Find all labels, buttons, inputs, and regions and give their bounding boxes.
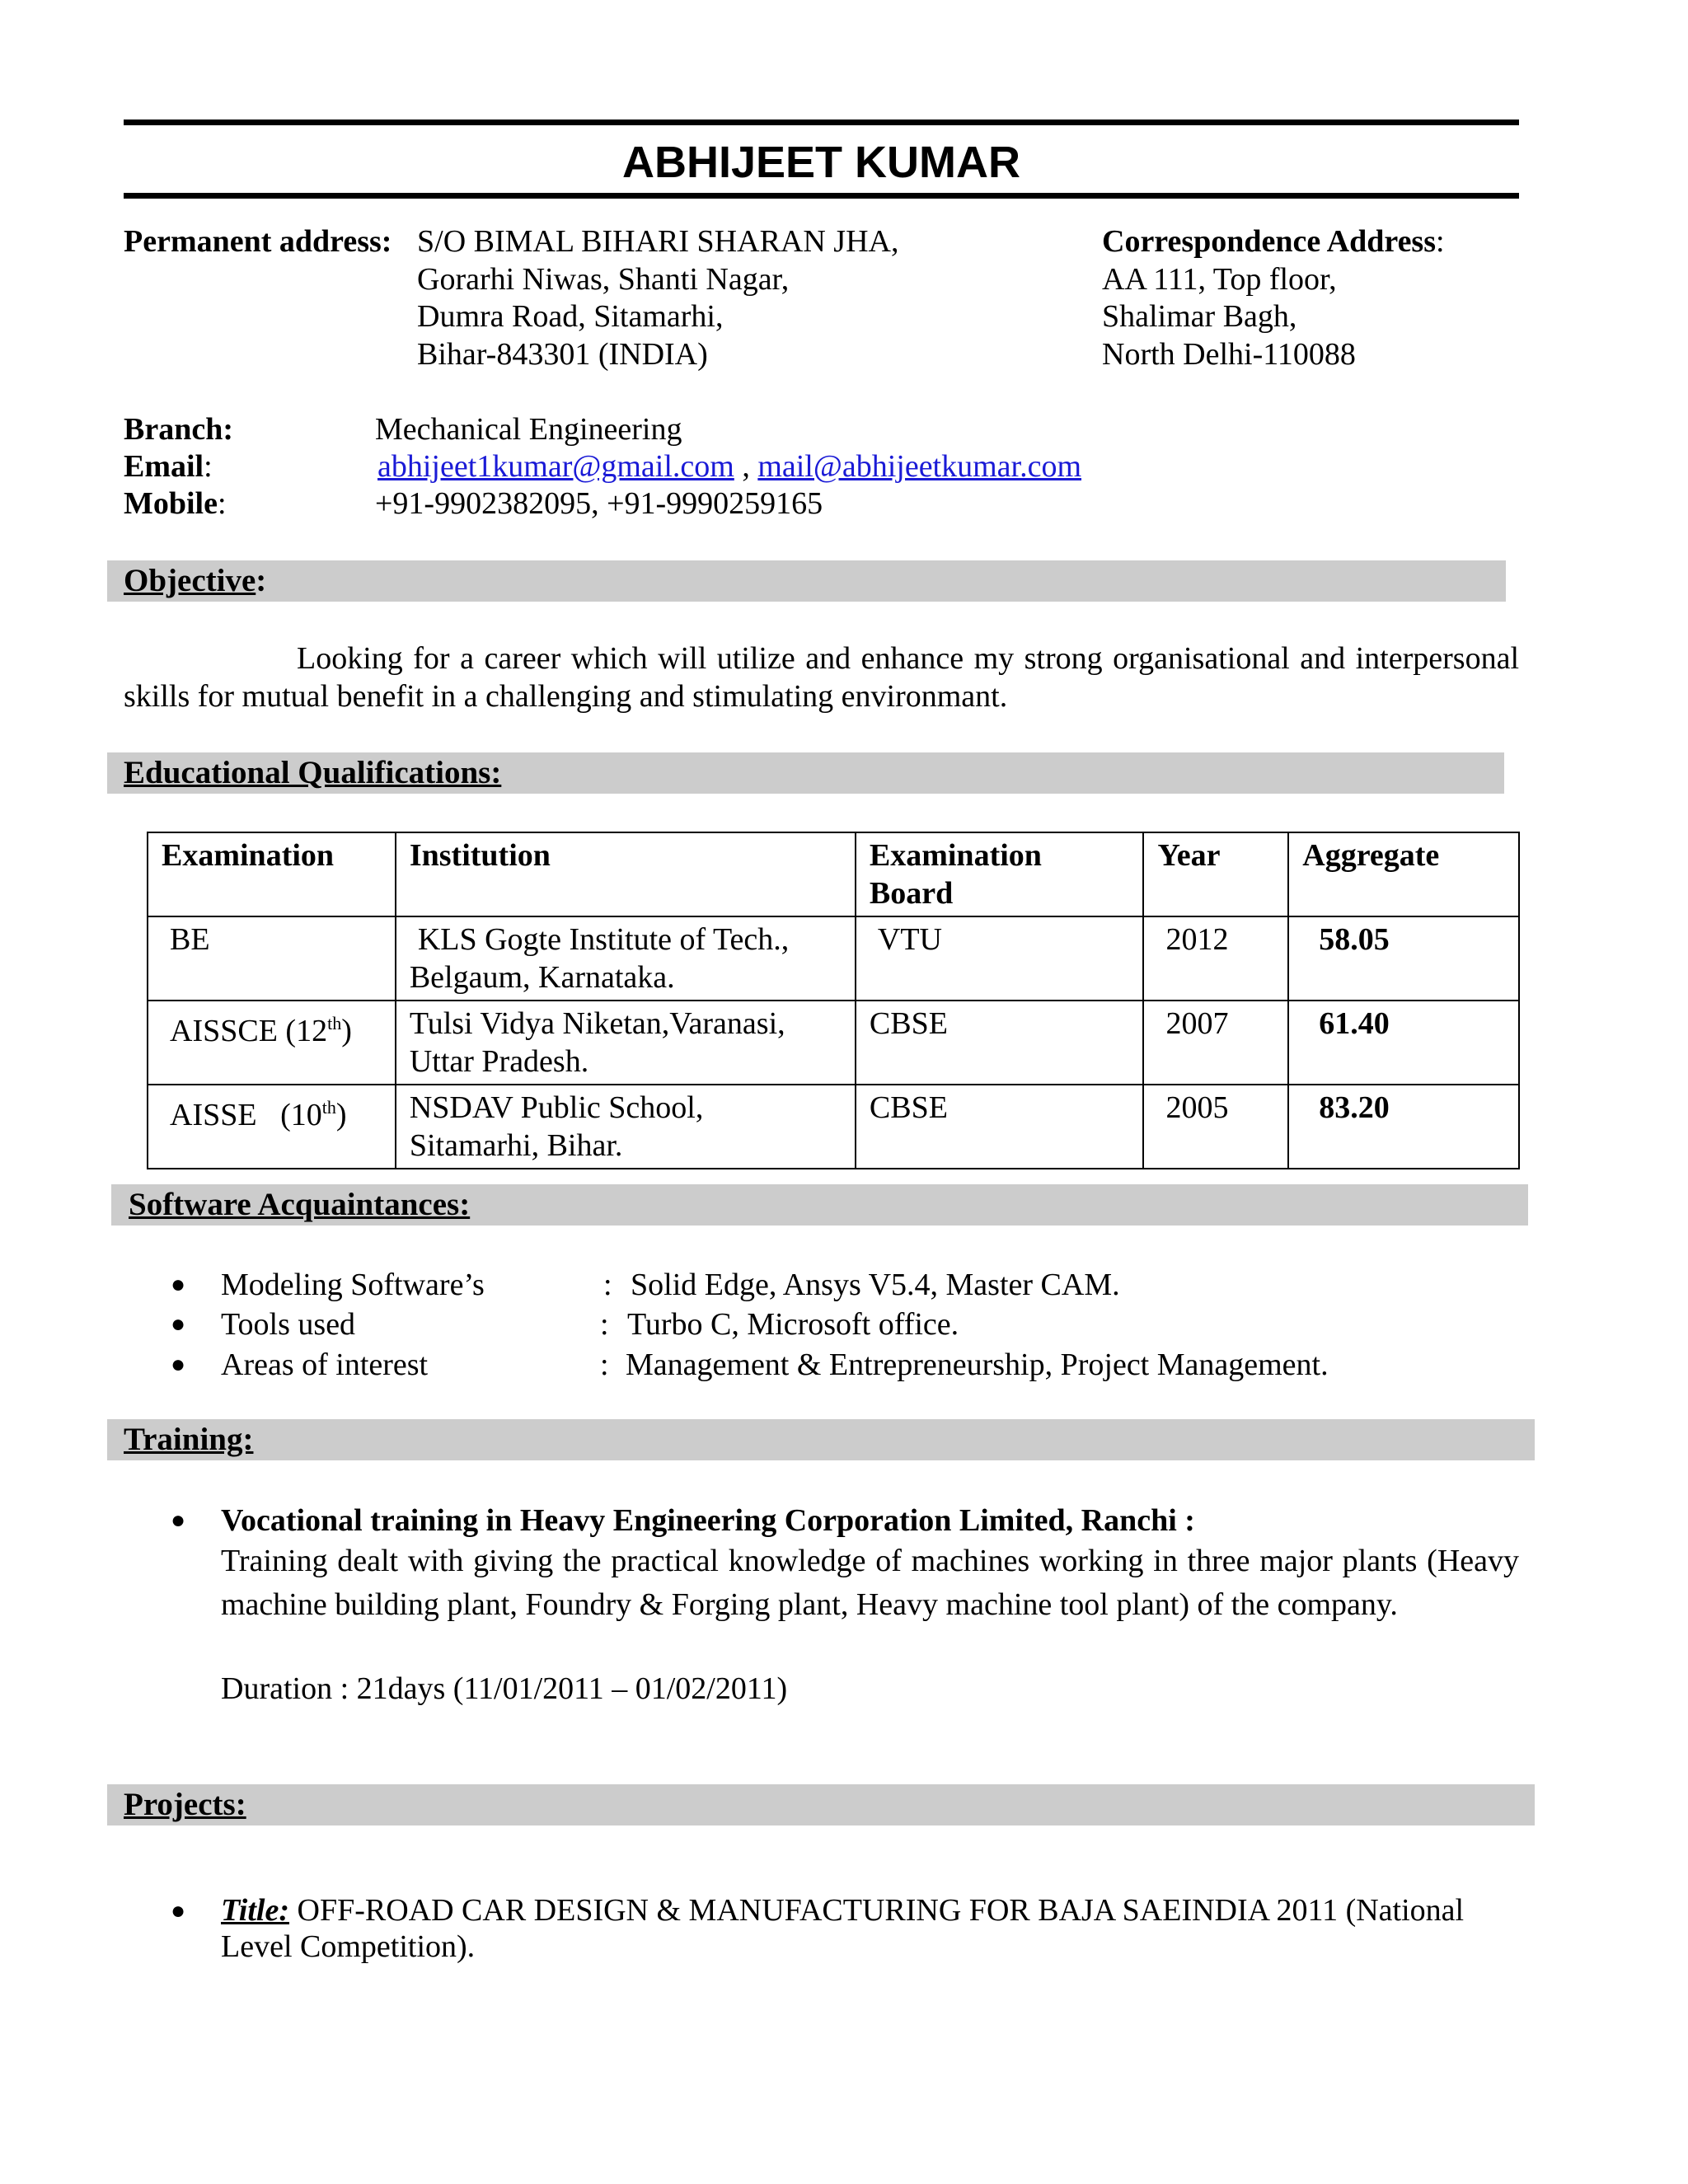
objective-title-group — [124, 560, 266, 602]
board-cell — [856, 916, 1144, 1001]
permanent-address-line-2: Gorarhi Niwas, Shanti Nagar, — [417, 262, 790, 297]
year-cell — [1143, 916, 1288, 1001]
correspondence-address-heading — [1102, 223, 1445, 260]
correspondence-address-line-2: Shalimar Bagh, — [1102, 299, 1297, 334]
exam-cell — [148, 1085, 396, 1169]
header-examination-board: Examination Board — [856, 832, 1144, 916]
training-text: Training dealt with giving the practical knowledge of machines working in three major plants (Heavy machine building plant, Foundry & Forging plant, Heavy machine tool plant) of the company. — [221, 1544, 1519, 1622]
mobile-value: +91-9902382095, +91-9990259165 — [375, 486, 823, 521]
institution-cell — [396, 1001, 856, 1085]
mobile-colon: : — [217, 486, 227, 521]
exam-name: AISSE (10 — [170, 1097, 322, 1132]
objective-title: Objective — [124, 563, 256, 598]
aggregate-cell: 58.05 — [1288, 916, 1519, 1001]
software-item-value-1: Solid Edge, Ansys V5.4, Master CAM. — [631, 1268, 1120, 1302]
objective-text: Looking for a career which will utilize and enhance my strong organisational and interpersonal skills for mutual benefit in a challenging and stimulating environmant. — [124, 641, 1519, 714]
top-rule — [124, 120, 1519, 125]
permanent-address-line-1: S/O BIMAL BIHARI SHARAN JHA, — [417, 224, 899, 259]
header-examination: Examination — [148, 832, 396, 916]
bullet-icon: ● — [171, 1351, 186, 1378]
software-item-colon-1: : — [603, 1268, 612, 1302]
email-link-secondary[interactable]: mail@abhijeetkumar.com — [757, 449, 1082, 484]
email-values — [377, 448, 1081, 485]
correspondence-address-line-3: North Delhi-110088 — [1102, 337, 1356, 372]
board-cell: CBSE — [856, 1001, 1144, 1085]
exam-name-end: ) — [341, 1013, 352, 1048]
training-heading: Vocational training in Heavy Engineering Corporation Limited, Ranchi : — [221, 1503, 1195, 1538]
software-item-value-3: Management & Entrepreneurship, Project Management. — [626, 1347, 1329, 1382]
education-table — [147, 832, 1520, 1169]
institution-line-1: KLS Gogte Institute of Tech., — [417, 922, 790, 957]
software-item-label-2: Tools used — [221, 1307, 356, 1342]
exam-name-end: ) — [335, 1097, 347, 1132]
year-value: 2012 — [1165, 922, 1229, 957]
page-title: ABHIJEET KUMAR — [621, 138, 1021, 187]
table-row — [148, 1085, 1519, 1169]
year-cell — [1143, 1001, 1288, 1085]
permanent-address-line-4: Bihar-843301 (INDIA) — [417, 337, 708, 372]
software-item-label-1: Modeling Software’s — [221, 1268, 485, 1302]
software-item-value-2: Turbo C, Microsoft office. — [627, 1307, 959, 1342]
year-value: 2005 — [1165, 1090, 1229, 1125]
year-cell — [1143, 1085, 1288, 1169]
bullet-icon: ● — [171, 1897, 186, 1924]
permanent-address-line-3: Dumra Road, Sitamarhi, — [417, 299, 724, 334]
table-row — [148, 1001, 1519, 1085]
year-value: 2007 — [1165, 1006, 1229, 1041]
project-title-label: Title: — [221, 1893, 289, 1928]
exam-cell — [148, 1001, 396, 1085]
header-year: Year — [1143, 832, 1288, 916]
header-aggregate: Aggregate — [1288, 832, 1519, 916]
email-label: Email — [124, 449, 204, 484]
title-underline-rule — [124, 193, 1519, 199]
email-label-group — [124, 448, 213, 485]
exam-superscript: th — [321, 1097, 336, 1118]
board-cell: CBSE — [856, 1085, 1144, 1169]
institution-line-2: Sitamarhi, Bihar. — [409, 1128, 623, 1163]
project-title-text: OFF-ROAD CAR DESIGN & MANUFACTURING FOR BAJA SAEINDIA 2011 (National Level Competition). — [221, 1893, 1465, 1964]
institution-cell — [396, 1085, 856, 1169]
mobile-label-group — [124, 485, 227, 523]
objective-section-bar — [107, 560, 1506, 602]
branch-value: Mechanical Engineering — [375, 412, 682, 447]
project-item — [221, 1892, 1519, 1965]
exam-name: AISSCE (12 — [170, 1013, 328, 1048]
mobile-label: Mobile — [124, 486, 218, 521]
institution-line-1: Tulsi Vidya Niketan,Varanasi, — [409, 1006, 785, 1041]
institution-line-2: Belgaum, Karnataka. — [409, 960, 675, 995]
bullet-icon: ● — [171, 1507, 186, 1534]
email-link-primary[interactable]: abhijeet1kumar@gmail.com — [377, 449, 734, 484]
aggregate-cell: 83.20 — [1288, 1085, 1519, 1169]
correspondence-address-label: Correspondence Address — [1102, 224, 1437, 259]
correspondence-address-line-1: AA 111, Top floor, — [1102, 262, 1337, 297]
email-colon: : — [204, 449, 213, 484]
board-value: VTU — [877, 922, 942, 957]
header-institution: Institution — [396, 832, 856, 916]
training-duration: Duration : 21days (11/01/2011 – 01/02/2011) — [221, 1671, 788, 1706]
bullet-icon: ● — [171, 1310, 186, 1338]
projects-section-bar — [107, 1784, 1535, 1825]
objective-text-container — [124, 640, 1519, 715]
software-title: Software Acquaintances: — [129, 1187, 471, 1222]
training-title: Training: — [124, 1422, 254, 1457]
institution-cell — [396, 916, 856, 1001]
aggregate-cell: 61.40 — [1288, 1001, 1519, 1085]
branch-label: Branch: — [124, 412, 233, 447]
permanent-address-label: Permanent address: — [124, 224, 392, 259]
bullet-icon: ● — [171, 1271, 186, 1298]
objective-title-colon: : — [256, 563, 267, 598]
exam-superscript: th — [327, 1013, 342, 1033]
software-item-colon-3: : — [600, 1347, 609, 1382]
exam-name: BE — [170, 922, 210, 957]
exam-cell — [148, 916, 396, 1001]
software-item-label-3: Areas of interest — [221, 1347, 429, 1382]
software-item-colon-2: : — [600, 1307, 609, 1342]
education-table-header-row — [148, 832, 1519, 916]
email-separator: , — [734, 449, 758, 484]
table-row — [148, 916, 1519, 1001]
institution-line-2: Uttar Pradesh. — [409, 1044, 589, 1079]
projects-title: Projects: — [124, 1787, 246, 1822]
education-title: Educational Qualifications: — [124, 755, 502, 790]
training-section-bar — [107, 1419, 1535, 1460]
correspondence-colon: : — [1436, 224, 1445, 259]
institution-line-1: NSDAV Public School, — [409, 1090, 704, 1125]
